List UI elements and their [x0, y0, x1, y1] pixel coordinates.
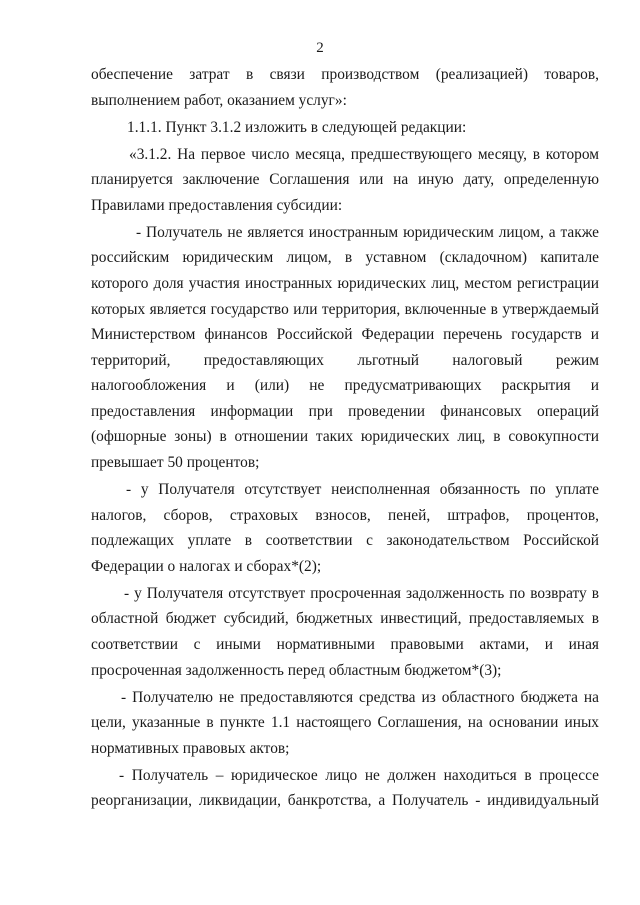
paragraph-item-3-1-2: «3.1.2. На первое число месяца, предшествующего месяцу, в котором планируется заключение Соглашения или на иную дату, определенную Правилами предоставления субсидии:: [91, 145, 599, 214]
paragraph-bullet-tax-obligations: - у Получателя отсутствует неисполненная обязанность по уплате налогов, сборов, страховых взносов, пеней, штрафов, процентов, подлежащих уплате в соответствии с законодательством Российской Федерации о налогах и сборах*(2);: [91, 481, 599, 575]
paragraph-bullet-foreign-entity: - Получатель не является иностранным юридическим лицом, а также российским юридическим лицом, в уставном (складочном) капитале которого доля участия иностранных юридических лиц, местом регистрации которых является государство или территория, включенные в утверждаемый Министерством финансов Российской Федерации перечень государств и территорий, предоставляющих льготный налоговый режим налогообложения и (или) не предусматривающих раскрытия и предоставления информации при проведении финансовых операций (офшорные зоны) в отношении таких юридических лиц, в совокупности превышает 50 процентов;: [91, 223, 599, 472]
paragraph-bullet-no-other-funds: - Получателю не предоставляются средства из областного бюджета на цели, указанные в пункте 1.1 настоящего Соглашения, на основании иных нормативных правовых актов;: [91, 688, 599, 757]
paragraph-bullet-reorganization: - Получатель – юридическое лицо не должен находиться в процессе реорганизации, ликвидации, банкротства, а Получатель - индивидуальный: [91, 766, 599, 810]
page-number: 2: [316, 40, 324, 56]
paragraph-intro-continuation: обеспечение затрат в связи производством (реализацией) товаров, выполнением работ, оказанием услуг»:: [91, 66, 599, 109]
paragraph-bullet-overdue-debt: - у Получателя отсутствует просроченная задолженность по возврату в областной бюджет субсидий, бюджетных инвестиций, предоставляемых в соответствии с иными нормативными правовыми актами, и иная просроченная задолженность перед областным бюджетом*(3);: [91, 584, 599, 679]
paragraph-item-1-1-1: 1.1.1. Пункт 3.1.2 изложить в следующей редакции:: [127, 118, 467, 136]
document-body: [91, 62, 599, 815]
